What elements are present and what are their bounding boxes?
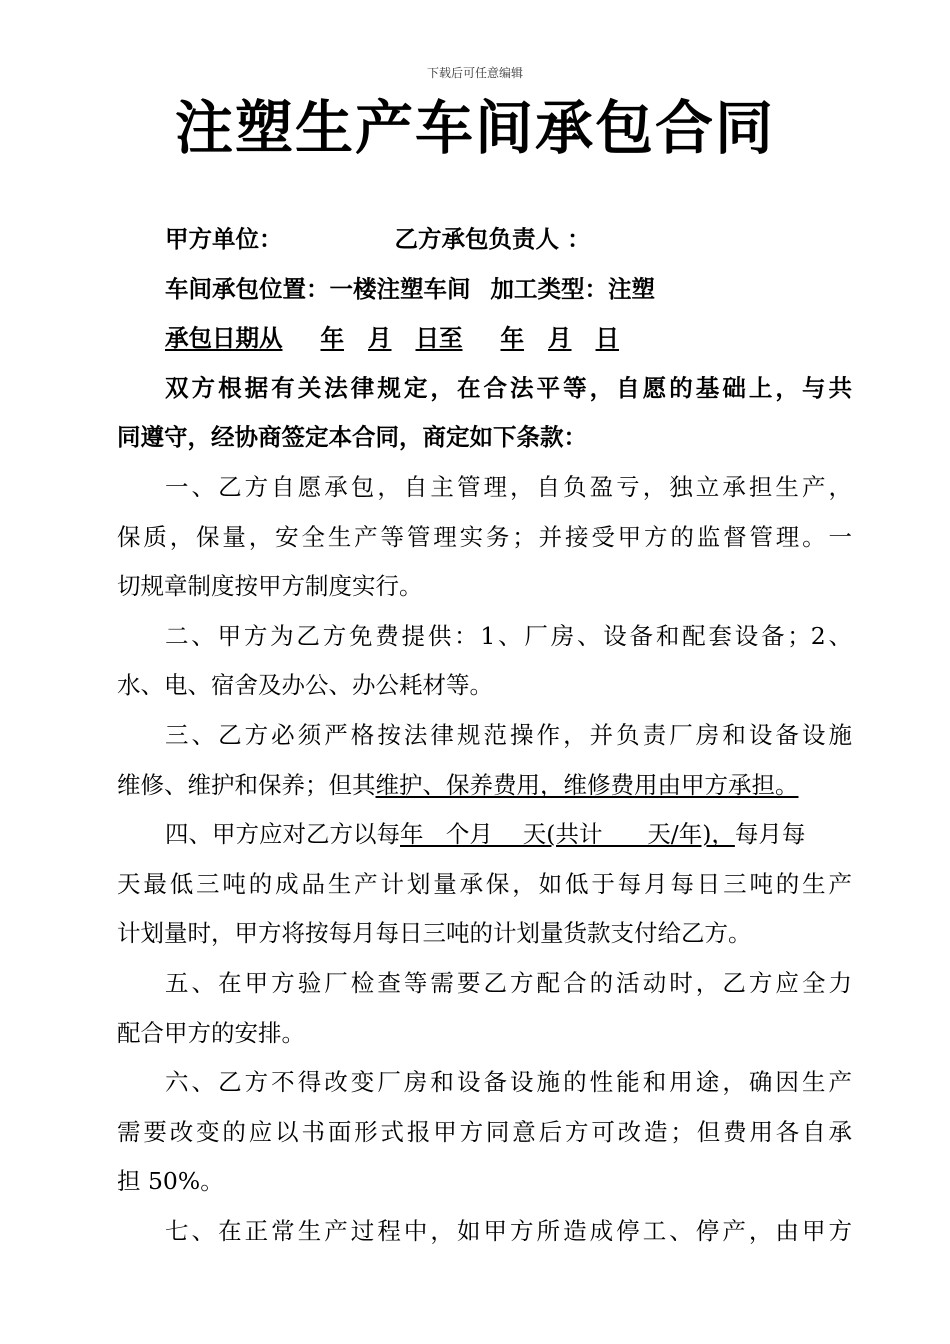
clause-3-line-2: 维修、维护和保养；但其维护、保养费用，维修费用由甲方承担。 bbox=[117, 770, 799, 799]
document-title: 注塑生产车间承包合同 bbox=[174, 94, 775, 162]
clause-4-line-3: 计划量时，甲方将按每月每日三吨的计划量货款支付给乙方。 bbox=[117, 919, 752, 948]
party-a-label: 甲方单位： bbox=[165, 225, 283, 253]
workshop-location: 车间承包位置：一楼注塑车间 bbox=[165, 274, 471, 303]
clause-6-line-1: 六、乙方不得改变厂房和设备设施的性能和用途，确因生产 bbox=[165, 1068, 852, 1097]
header-note: 下载后可任意编辑 bbox=[426, 66, 523, 80]
party-b-label: 乙方承包负责人 ： bbox=[394, 225, 591, 253]
clause-4-line-2: 天最低三吨的成品生产计划量承保，如低于每月每日三吨的生产 bbox=[117, 869, 852, 898]
clause-3-underlined: 维护、保养费用，维修费用由甲方承担。 bbox=[375, 770, 799, 799]
clause-1-line-2: 保质，保量，安全生产等管理实务；并接受甲方的监督管理。一 bbox=[117, 522, 852, 551]
contract-period: 承包日期从 年 月 日至 年 月 日 bbox=[165, 324, 619, 353]
clause-6-line-3: 担 50%。 bbox=[117, 1167, 224, 1196]
clause-2-line-1: 二、甲方为乙方免费提供：1、厂房、设备和配套设备；2、 bbox=[165, 621, 852, 650]
preamble-line-1: 双方根据有关法律规定，在合法平等，自愿的基础上，与共 bbox=[165, 373, 852, 402]
clause-4-line-1: 四、甲方应对乙方以每年 个月 天(共计 天/年)，每月每 bbox=[165, 820, 806, 849]
clause-5-line-1: 五、在甲方验厂检查等需要乙方配合的活动时，乙方应全力 bbox=[165, 968, 852, 997]
clause-6-line-2: 需要改变的应以书面形式报甲方同意后方可改造；但费用各自承 bbox=[117, 1117, 852, 1146]
clause-4-underlined: 年 个月 天(共计 天/年)， bbox=[400, 820, 735, 849]
contract-body bbox=[117, 215, 852, 1256]
clause-5-line-2: 配合甲方的安排。 bbox=[117, 1018, 305, 1047]
parties-line bbox=[117, 215, 852, 265]
preamble-line-2: 同遵守，经协商签定本合同，商定如下条款： bbox=[117, 423, 587, 452]
clause-1-line-1: 一、乙方自愿承包，自主管理，自负盈亏，独立承担生产， bbox=[165, 472, 852, 501]
period-line bbox=[117, 314, 852, 364]
clause-7-line-1: 七、在正常生产过程中，如甲方所造成停工、停产，由甲方 bbox=[165, 1216, 852, 1245]
process-type: 加工类型：注塑 bbox=[490, 274, 655, 303]
clause-1-line-3: 切规章制度按甲方制度实行。 bbox=[117, 572, 423, 601]
clause-3-line-1: 三、乙方必须严格按法律规范操作，并负责厂房和设备设施 bbox=[165, 720, 852, 749]
workshop-line bbox=[117, 265, 852, 315]
clause-2-line-2: 水、电、宿舍及办公、办公耗材等。 bbox=[117, 671, 493, 700]
